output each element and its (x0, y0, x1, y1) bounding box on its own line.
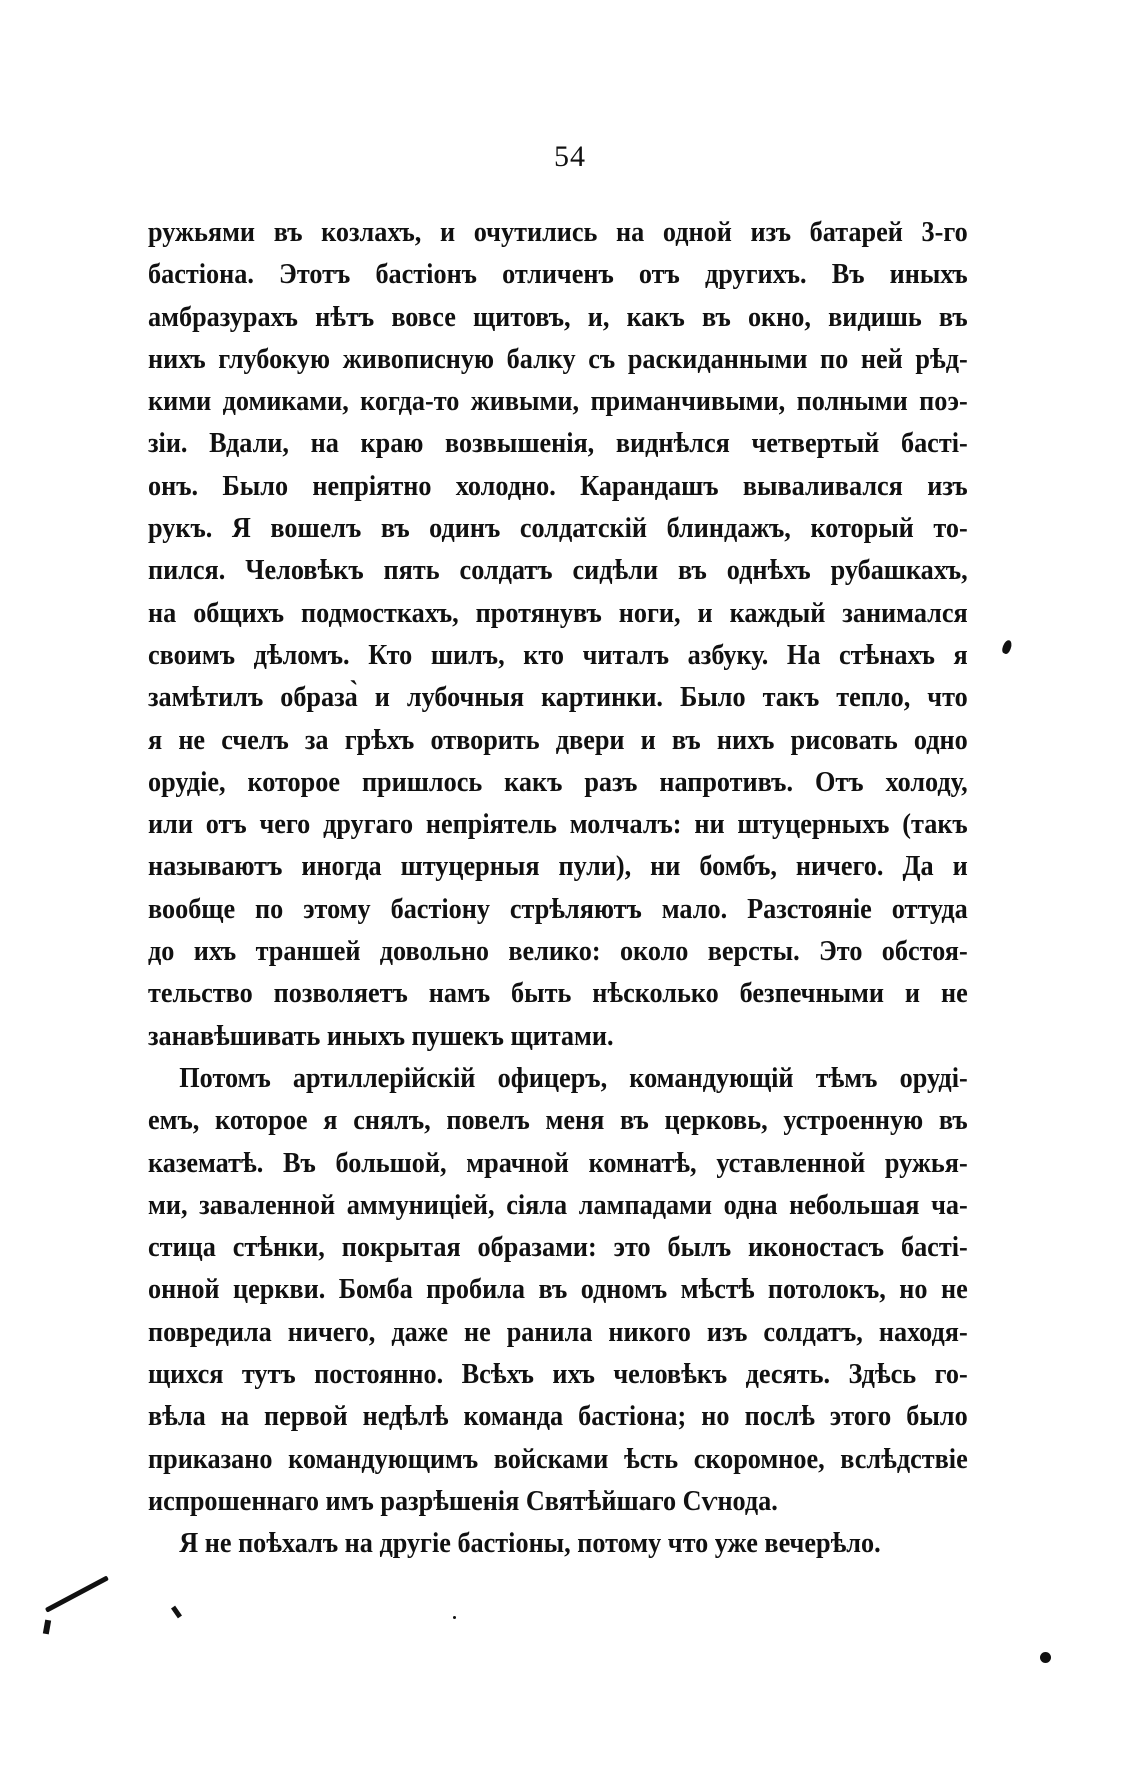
text-line: вѣла на первой недѣлѣ команда бастіона; но послѣ этого было (148, 1401, 968, 1433)
text-line: щихся тутъ постоянно. Всѣхъ ихъ человѣкъ десять. Здѣсь го- (148, 1359, 968, 1391)
ink-dot-mark (1040, 1652, 1051, 1663)
text-line: занавѣшивать иныхъ пушекъ щитами. (148, 1020, 614, 1052)
text-line: замѣтилъ образа̀ и лубочныя картинки. Было такъ тепло, что (148, 682, 968, 714)
paragraph-3 (148, 1523, 968, 1565)
ink-tick-mark (171, 1606, 182, 1619)
text-line: пился. Человѣкъ пять солдатъ сидѣли въ однѣхъ рубашкахъ, (148, 555, 968, 587)
text-line: называютъ иногда штуцерныя пули), ни бомбъ, ничего. Да и (148, 851, 968, 883)
ink-speck-mark (1001, 639, 1013, 655)
text-line: казематѣ. Въ большой, мрачной комнатѣ, уставленной ружья- (148, 1147, 968, 1179)
text-line: бастіона. Этотъ бастіонъ отличенъ отъ другихъ. Въ иныхъ (148, 259, 968, 291)
text-line: ружьями въ козлахъ, и очутились на одной изъ батарей 3-го (148, 217, 968, 248)
text-line: ми, заваленной аммуниціей, сіяла лампадами одна небольшая ча- (148, 1189, 968, 1221)
paragraph-2 (148, 1058, 968, 1523)
page-number: 54 (554, 140, 586, 173)
pen-scratch-mark (43, 1620, 51, 1635)
text-line: Я не поѣхалъ на другіе бастіоны, потому что уже вечерѣло. (179, 1528, 881, 1560)
paragraph-1 (148, 212, 968, 1058)
text-line: или отъ чего другаго непріятель молчалъ: ни штуцерныхъ (такъ (148, 809, 968, 841)
text-line: приказано командующимъ войсками ѣсть скоромное, вслѣдствіе (148, 1443, 968, 1475)
text-line: повредила ничего, даже не ранила никого изъ солдатъ, находя- (148, 1316, 968, 1348)
text-line: тельство позволяетъ намъ быть нѣсколько безпечными и не (148, 978, 968, 1010)
text-line: стица стѣнки, покрытая образами: это былъ иконостасъ бастi- (148, 1232, 968, 1264)
text-line: на общихъ подмосткахъ, протянувъ ноги, и каждый занимался (148, 597, 968, 629)
text-body (148, 212, 968, 1566)
text-line: я не счелъ за грѣхъ отворить двери и въ нихъ рисовать одно (148, 724, 968, 756)
ink-dot-mark (453, 1616, 456, 1619)
text-line: до ихъ траншей довольно велико: около версты. Это обстоя- (148, 936, 968, 968)
text-line: кими домиками, когда-то живыми, приманчивыми, полными поэ- (148, 386, 968, 418)
text-line: онной церкви. Бомба пробила въ одномъ мѣстѣ потолокъ, но не (148, 1274, 968, 1306)
text-line: Потомъ артиллерійскій офицеръ, командующій тѣмъ оруді- (179, 1062, 968, 1094)
text-line: емъ, которое я снялъ, повелъ меня въ церковь, устроенную въ (148, 1105, 968, 1137)
text-line: своимъ дѣломъ. Кто шилъ, кто читалъ азбуку. На стѣнахъ я (148, 639, 968, 671)
text-line: зіи. Вдали, на краю возвышенія, виднѣлся четвертый басті- (148, 428, 968, 460)
text-line: орудіе, которое пришлось какъ разъ напротивъ. Отъ холоду, (148, 766, 968, 798)
text-line: онъ. Было непріятно холодно. Карандашъ вываливался изъ (148, 470, 968, 502)
text-line: рукъ. Я вошелъ въ одинъ солдатскій блиндажъ, который то- (148, 513, 968, 545)
text-line: нихъ глубокую живописную балку съ раскиданными по ней рѣд- (148, 343, 968, 375)
text-line: амбразурахъ нѣтъ вовсе щитовъ, и, какъ въ окно, видишь въ (148, 301, 968, 333)
text-line: вообще по этому бастіону стрѣляютъ мало. Разстояніе оттуда (148, 893, 968, 925)
text-line: испрошеннаго имъ разрѣшенія Святѣйшаго Сѵнода. (148, 1485, 778, 1517)
pen-scratch-mark (45, 1575, 109, 1612)
